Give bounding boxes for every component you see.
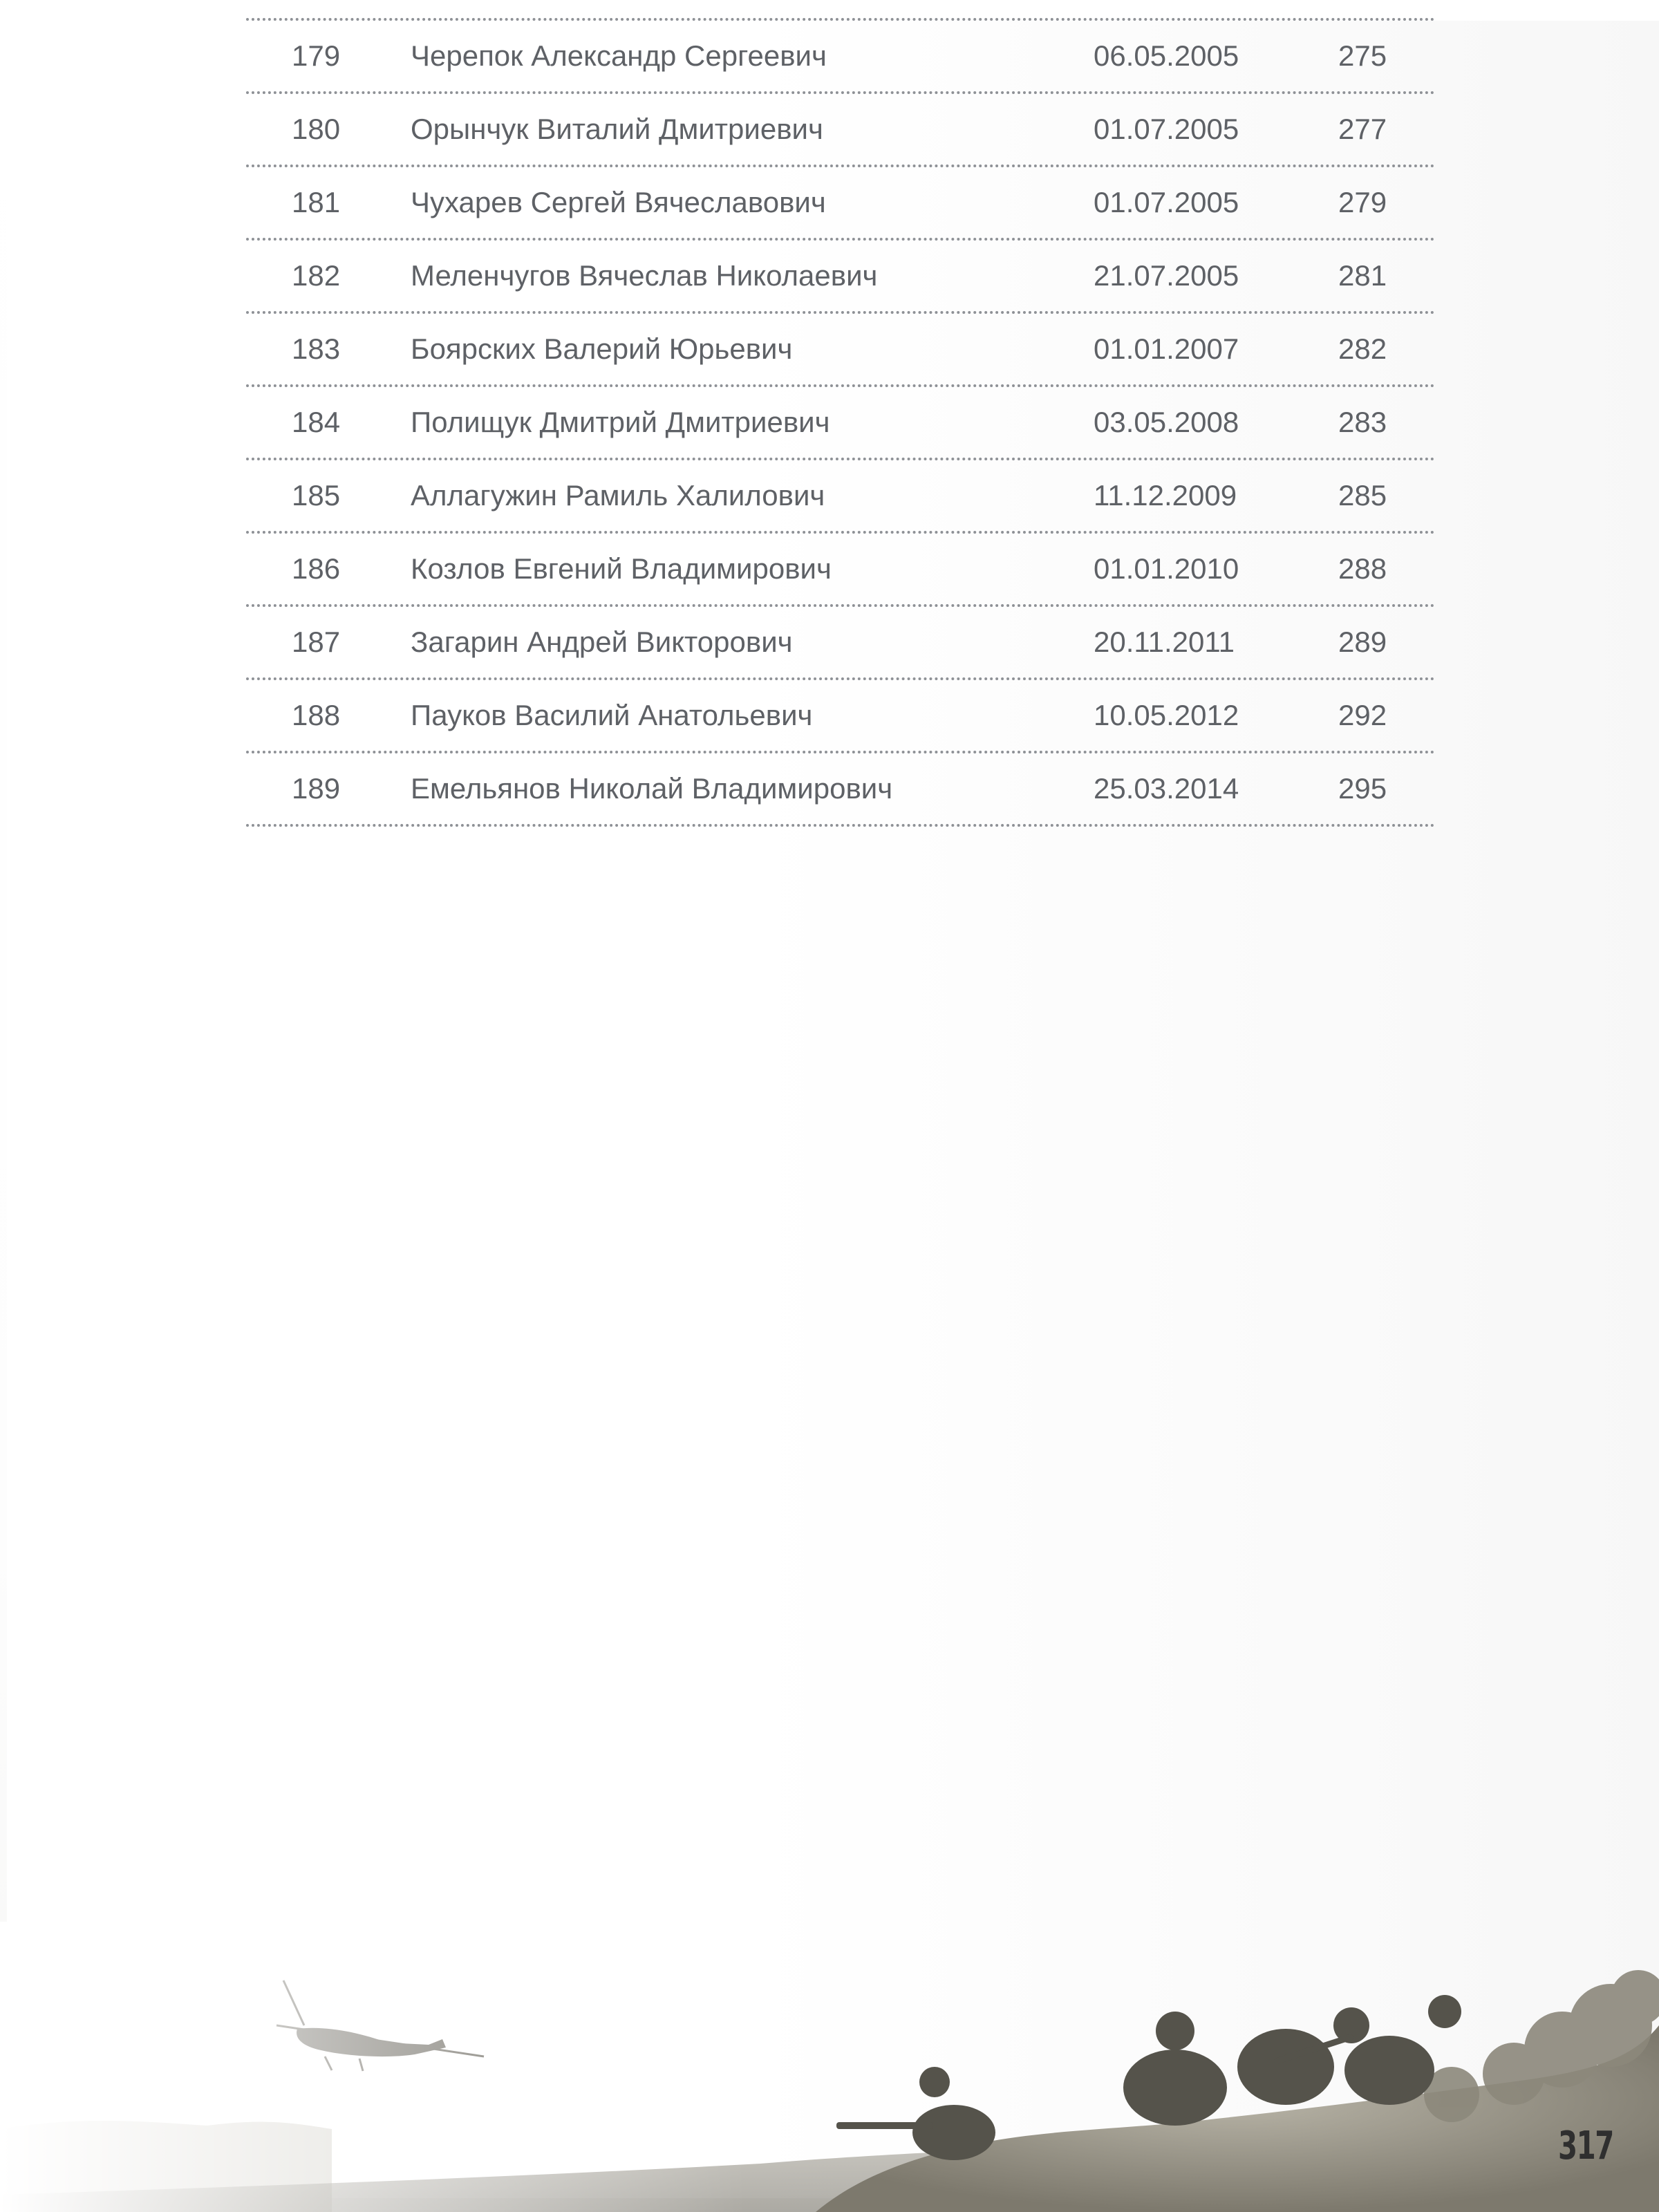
entry-name: Аллагужин Рамиль Халилович <box>411 479 825 512</box>
entry-number: 179 <box>292 39 341 72</box>
entry-number: 180 <box>292 113 341 145</box>
entry-number: 186 <box>292 552 341 585</box>
entry-page: 289 <box>1338 626 1387 658</box>
entry-name: Козлов Евгений Владимирович <box>411 552 832 585</box>
list-item <box>246 753 1435 827</box>
entry-date: 03.05.2008 <box>1094 406 1239 438</box>
entry-page: 292 <box>1338 699 1387 731</box>
entry-date: 01.01.2010 <box>1094 552 1239 585</box>
entry-page: 288 <box>1338 552 1387 585</box>
list-item <box>246 167 1435 241</box>
entry-date: 20.11.2011 <box>1094 626 1235 658</box>
entry-page: 279 <box>1338 186 1387 218</box>
entry-date: 01.07.2005 <box>1094 186 1239 218</box>
list-item <box>246 241 1435 314</box>
entry-name: Полищук Дмитрий Дмитриевич <box>411 406 830 438</box>
entry-name: Орынчук Виталий Дмитриевич <box>411 113 823 145</box>
list-item <box>246 534 1435 607</box>
list-item <box>246 94 1435 167</box>
entry-date: 01.01.2007 <box>1094 332 1239 365</box>
entry-number: 189 <box>292 772 341 805</box>
entry-name: Емельянов Николай Владимирович <box>411 772 893 805</box>
entry-number: 185 <box>292 479 341 512</box>
entry-page: 285 <box>1338 479 1387 512</box>
entry-page: 281 <box>1338 259 1387 292</box>
entry-page: 295 <box>1338 772 1387 805</box>
entry-page: 275 <box>1338 39 1387 72</box>
entry-number: 188 <box>292 699 341 731</box>
entry-number: 184 <box>292 406 341 438</box>
entry-number: 183 <box>292 332 341 365</box>
list-item <box>246 680 1435 753</box>
entry-number: 182 <box>292 259 341 292</box>
entry-date: 25.03.2014 <box>1094 772 1239 805</box>
entry-date: 06.05.2005 <box>1094 39 1239 72</box>
entry-page: 282 <box>1338 332 1387 365</box>
entry-date: 10.05.2012 <box>1094 699 1239 731</box>
list-item <box>246 387 1435 460</box>
list-item <box>246 21 1435 94</box>
bottom-photograph <box>0 1922 1659 2212</box>
entry-name: Черепок Александр Сергеевич <box>411 39 827 72</box>
entry-page: 283 <box>1338 406 1387 438</box>
entry-number: 181 <box>292 186 341 218</box>
entry-name: Пауков Василий Анатольевич <box>411 699 813 731</box>
entry-name: Чухарев Сергей Вячеславович <box>411 186 826 218</box>
roster-list <box>246 18 1435 827</box>
entry-date: 21.07.2005 <box>1094 259 1239 292</box>
list-item <box>246 314 1435 387</box>
entry-name: Боярских Валерий Юрьевич <box>411 332 793 365</box>
entry-name: Меленчугов Вячеслав Николаевич <box>411 259 878 292</box>
list-item <box>246 460 1435 534</box>
entry-date: 01.07.2005 <box>1094 113 1239 145</box>
page-number: 317 <box>1558 2124 1613 2168</box>
list-item <box>246 607 1435 680</box>
entry-name: Загарин Андрей Викторович <box>411 626 793 658</box>
entry-date: 11.12.2009 <box>1094 479 1237 512</box>
entry-page: 277 <box>1338 113 1387 145</box>
entry-number: 187 <box>292 626 341 658</box>
